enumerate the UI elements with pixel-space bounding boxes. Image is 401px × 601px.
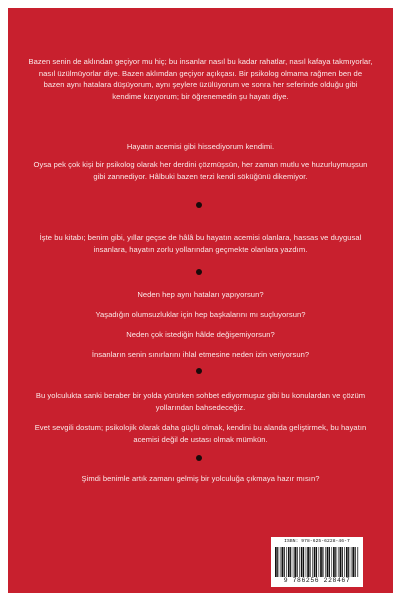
barcode-bar (306, 547, 307, 577)
barcode-bar (322, 547, 323, 577)
barcode-bar (301, 547, 303, 577)
barcode-bar (314, 547, 316, 577)
barcode-bar (293, 547, 294, 577)
barcode-bar (309, 547, 310, 577)
bullet-dot (196, 202, 202, 208)
barcode-bar (286, 547, 287, 577)
barcode (271, 537, 363, 587)
dedication-paragraph: İşte bu kitabı; benim gibi, yıllar geçse de hâlâ bu hayatın acemisi olanlara, hassas ve duygusal insanlara, hayatın zorlu yollarından geçmekte olanlara yazdım. (39, 233, 362, 254)
barcode-bar (277, 547, 278, 577)
intro-paragraph: Bazen senin de aklından geçiyor mu hiç; bu insanlar nasıl bu kadar rahatlar, nasıl kafaya takmıyorlar, nasıl üzülmüyorlar diye. Bazen aklımdan geçiyor açıkçası. Bir psikolog olmama rağmen ben de bazen aynı hatalara düşüyorum, aynı şeylere üzülüyorum ve sonra her seferinde olduğu gibi kendime kızıyorum; bir öğrenemedin şu hayatı diye. (28, 57, 373, 101)
barcode-bar (355, 547, 356, 577)
question-line: Neden çok istediğin hâlde değişemiyorsun? (126, 330, 275, 339)
barcode-bar (338, 547, 339, 577)
barcode-bar (316, 547, 317, 577)
barcode-bar (351, 547, 352, 577)
barcode-bar (290, 547, 291, 577)
barcode-bars (275, 547, 359, 577)
barcode-bar (352, 547, 354, 577)
question-line: Yaşadığın olumsuzluklar için hep başkalarını mı suçluyorsun? (95, 310, 306, 319)
barcode-bar (297, 547, 298, 577)
barcode-bar (320, 547, 322, 577)
barcode-bar (346, 547, 348, 577)
barcode-bar (312, 547, 313, 577)
barcode-bar (319, 547, 320, 577)
barcode-bar (344, 547, 345, 577)
barcode-digits: 9 786256 228467 (283, 577, 351, 584)
psychologist-paragraph: Oysa pek çok kişi bir psikolog olarak her derdini çözmüşsün, her zaman mutlu ve huzurluymuşsun gibi zannediyor. Hâlbuki bazen terzi kendi söküğünü dikemiyor. (33, 160, 368, 181)
barcode-bar (280, 547, 281, 577)
feeling-line: Hayatın acemisi gibi hissediyorum kendimi. (126, 142, 275, 151)
friend-paragraph: Evet sevgili dostum; psikolojik olarak daha güçlü olmak, kendini bu alanda geliştirmek, bu hayatın acemisi değil de ustası olmak mümkün. (34, 423, 367, 444)
bullet-dot (196, 368, 202, 374)
barcode-bar (329, 547, 330, 577)
question-line: Neden hep aynı hataları yapıyorsun? (137, 290, 264, 299)
barcode-bar (325, 547, 326, 577)
barcode-bar (327, 547, 329, 577)
barcode-bar (281, 547, 283, 577)
barcode-bar (335, 547, 336, 577)
barcode-bar (307, 547, 309, 577)
barcode-bar (333, 547, 335, 577)
closing-question: Şimdi benimle artık zamanı gelmiş bir yolculuğa çıkmaya hazır mısın? (81, 474, 320, 483)
bullet-dot (196, 455, 202, 461)
barcode-bar (357, 547, 358, 577)
barcode-bar (303, 547, 304, 577)
back-cover (8, 8, 393, 593)
barcode-bar (340, 547, 342, 577)
barcode-bar (299, 547, 300, 577)
barcode-bar (331, 547, 332, 577)
barcode-bar (294, 547, 296, 577)
question-line: İnsanların senin sınırlarını ihlal etmesine neden izin veriyorsun? (91, 350, 310, 359)
barcode-bar (342, 547, 343, 577)
bullet-dot (196, 269, 202, 275)
barcode-bar (284, 547, 285, 577)
barcode-bar (275, 547, 277, 577)
isbn-label: ISBN: 978-625-6228-46-7 (284, 539, 350, 544)
barcode-bar (348, 547, 349, 577)
barcode-bar (288, 547, 290, 577)
journey-paragraph: Bu yolculukta sanki beraber bir yolda yürürken sohbet ediyormuşuz gibi bu konulardan ve çözüm yollarından bahsedeceğiz. (35, 391, 366, 412)
